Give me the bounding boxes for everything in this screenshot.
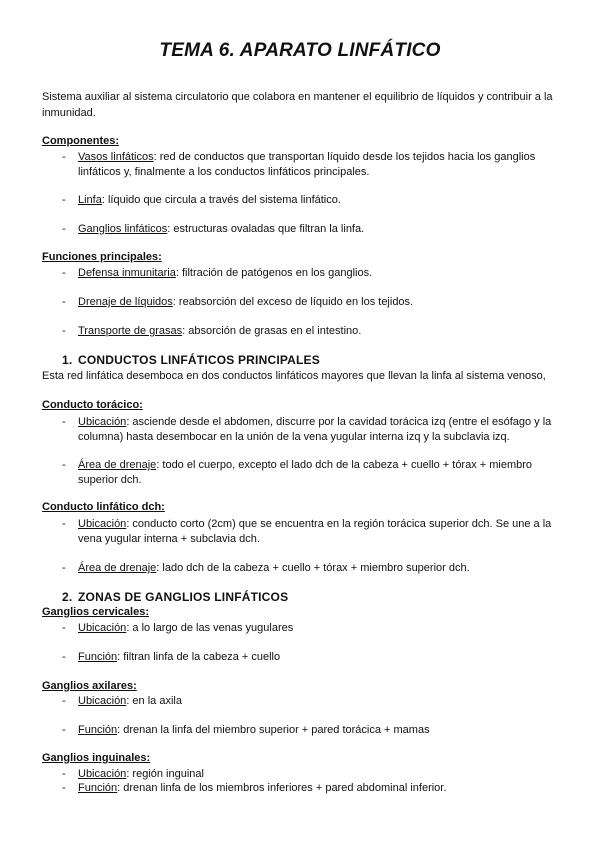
list-item — [62, 694, 562, 709]
item-key: Área de drenaje — [78, 562, 157, 574]
list-item — [62, 295, 562, 310]
list-item — [62, 517, 562, 547]
item-text: : región inguinal — [126, 768, 204, 780]
item-text: : a lo largo de las venas yugulares — [126, 622, 294, 634]
item-text: : drenan la linfa del miembro superior + pared torácica + mamas — [117, 724, 430, 736]
list-dash: - — [62, 518, 66, 530]
item-text: : en la axila — [126, 695, 182, 707]
item-key: Función — [78, 724, 118, 736]
item-text: : red de conductos que transportan líquido desde los tejidos hacia los ganglios linfáticos y, finalmente a los conductos linfáticos principales. — [78, 151, 536, 178]
list-dash: - — [62, 151, 66, 163]
list-dash: - — [62, 296, 66, 308]
list-item — [62, 458, 562, 488]
item-key: Función — [78, 651, 118, 663]
item-key: Drenaje de líquidos — [78, 296, 173, 308]
item-text: : drenan linfa de los miembros inferiores + pared abdominal inferior. — [117, 782, 447, 794]
inguinales-heading: Ganglios inguinales: — [42, 752, 151, 764]
item-key: Ubicación — [78, 768, 127, 780]
item-text: : líquido que circula a través del sistema linfático. — [101, 194, 341, 206]
item-key: Área de drenaje — [78, 459, 157, 471]
list-dash: - — [62, 459, 66, 471]
list-item — [62, 150, 562, 180]
componentes-heading: Componentes: — [42, 135, 119, 147]
item-key: Ubicación — [78, 695, 127, 707]
list-dash: - — [62, 267, 66, 279]
list-item — [62, 415, 562, 445]
item-key: Vasos linfáticos — [78, 151, 154, 163]
list-dash: - — [62, 695, 66, 707]
cervicales-heading: Ganglios cervicales: — [42, 606, 149, 618]
item-key: Transporte de grasas — [78, 325, 183, 337]
list-dash: - — [62, 622, 66, 634]
item-key: Linfa — [78, 194, 102, 206]
list-item — [62, 781, 562, 796]
list-dash: - — [62, 768, 66, 780]
page-title: TEMA 6. APARATO LINFÁTICO — [159, 40, 441, 61]
list-item — [62, 650, 562, 665]
list-dash: - — [62, 724, 66, 736]
section-title: ZONAS DE GANGLIOS LINFÁTICOS — [78, 590, 289, 604]
list-dash: - — [62, 416, 66, 428]
list-item — [62, 266, 562, 281]
item-text: : filtran linfa de la cabeza + cuello — [117, 651, 281, 663]
item-key: Ganglios linfáticos — [78, 223, 168, 235]
section-1-text: Esta red linfática desemboca en dos conductos linfáticos mayores que llevan la linfa al sistema venoso, — [42, 370, 546, 382]
list-dash: - — [62, 562, 66, 574]
toracico-heading: Conducto torácico: — [42, 399, 143, 411]
dch-heading: Conducto linfático dch: — [42, 501, 165, 513]
list-item — [62, 193, 562, 208]
list-item — [62, 767, 562, 782]
item-key: Defensa inmunitaria — [78, 267, 176, 279]
list-item — [62, 621, 562, 636]
section-2-heading — [62, 590, 288, 604]
item-text: : filtración de patógenos en los ganglios. — [175, 267, 373, 279]
list-dash: - — [62, 782, 66, 794]
item-text: : estructuras ovaladas que filtran la linfa. — [167, 223, 365, 235]
list-item — [62, 723, 562, 738]
item-text: : reabsorción del exceso de líquido en los tejidos. — [172, 296, 414, 308]
item-key: Ubicación — [78, 622, 127, 634]
intro-paragraph: Sistema auxiliar al sistema circulatorio que colabora en mantener el equilibrio de líquidos y contribuir a la inmunidad. — [42, 91, 553, 119]
item-text: : asciende desde el abdomen, discurre por la cavidad torácica izq (entre el esófago y la columna) hasta desembocar en la unión de la vena yugular interna izq y la subclavia izq. — [78, 416, 552, 443]
section-title: CONDUCTOS LINFÁTICOS PRINCIPALES — [78, 353, 320, 367]
list-dash: - — [62, 325, 66, 337]
item-text: : absorción de grasas en el intestino. — [182, 325, 362, 337]
item-key: Función — [78, 782, 118, 794]
list-item — [62, 324, 562, 339]
list-item — [62, 561, 562, 576]
item-text: : lado dch de la cabeza + cuello + tórax + miembro superior dch. — [156, 562, 470, 574]
list-dash: - — [62, 651, 66, 663]
section-1-heading — [62, 353, 320, 367]
section-number: 1. — [62, 353, 73, 367]
funciones-heading: Funciones principales: — [42, 251, 162, 263]
axilares-heading: Ganglios axilares: — [42, 680, 137, 692]
item-key: Ubicación — [78, 518, 127, 530]
list-dash: - — [62, 194, 66, 206]
list-dash: - — [62, 223, 66, 235]
item-text: : conducto corto (2cm) que se encuentra en la región torácica superior dch. Se une a la vena yugular interna + subclavia dch. — [78, 518, 552, 545]
list-item — [62, 222, 562, 237]
item-text: : todo el cuerpo, excepto el lado dch de la cabeza + cuello + tórax + miembro superior dch. — [78, 459, 533, 486]
section-number: 2. — [62, 590, 73, 604]
item-key: Ubicación — [78, 416, 127, 428]
